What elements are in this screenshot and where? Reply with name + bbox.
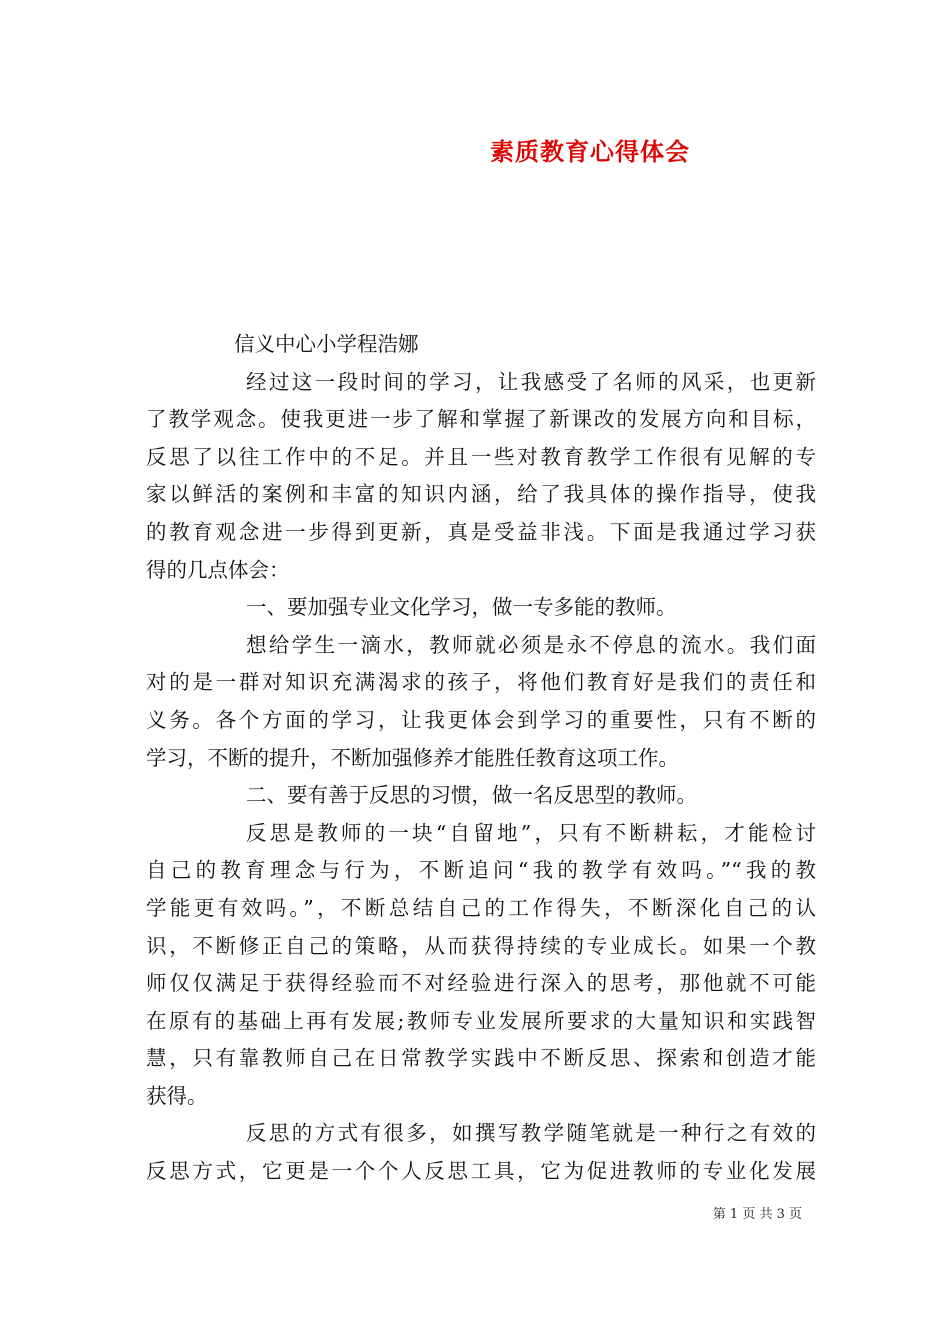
paragraph-line: 义务。各个方面的学习，让我更体会到学习的重要性，只有不断的 <box>146 707 816 732</box>
section-heading: 二、要有善于反思的习惯，做一名反思型的教师。 <box>246 783 697 808</box>
paragraph-line: 学能更有效吗。”，不断总结自己的工作得失，不断深化自己的认 <box>146 895 816 920</box>
page-number-footer: 第 1 页 共 3 页 <box>712 1207 802 1222</box>
paragraph-line: 师仅仅满足于获得经验而不对经验进行深入的思考，那他就不可能 <box>146 971 816 996</box>
paragraph-line: 了教学观念。使我更进一步了解和掌握了新课改的发展方向和目标， <box>146 407 816 432</box>
paragraph-line: 获得。 <box>146 1083 208 1108</box>
paragraph-line: 经过这一段时间的学习，让我感受了名师的风采，也更新 <box>246 369 816 394</box>
paragraph-line: 识，不断修正自己的策略，从而获得持续的专业成长。如果一个教 <box>146 933 816 958</box>
paragraph-line: 学习，不断的提升，不断加强修养才能胜任教育这项工作。 <box>146 745 679 770</box>
paragraph-line: 在原有的基础上再有发展;教师专业发展所要求的大量知识和实践智 <box>146 1008 816 1033</box>
document-title: 素质教育心得体会 <box>490 137 690 166</box>
paragraph-line: 反思方式，它更是一个个人反思工具，它为促进教师的专业化发展 <box>146 1159 816 1184</box>
paragraph-line: 对的是一群对知识充满渴求的孩子，将他们教育好是我们的责任和 <box>146 670 816 695</box>
paragraph-line: 家以鲜活的案例和丰富的知识内涵，给了我具体的操作指导，使我 <box>146 482 816 507</box>
paragraph-line: 慧，只有靠教师自己在日常教学实践中不断反思、探索和创造才能 <box>146 1046 816 1071</box>
paragraph-line: 反思是教师的一块“自留地”，只有不断耕耘，才能检讨 <box>246 820 816 845</box>
paragraph-line: 反思的方式有很多，如撰写教学随笔就是一种行之有效的 <box>246 1121 816 1146</box>
paragraph-line: 反思了以往工作中的不足。并且一些对教育教学工作很有见解的专 <box>146 444 816 469</box>
paragraph-line: 得的几点体会： <box>146 557 290 582</box>
section-heading: 一、要加强专业文化学习，做一专多能的教师。 <box>246 595 677 620</box>
paragraph-line: 自己的教育理念与行为，不断追问“我的教学有效吗。”“我的教 <box>146 858 816 883</box>
author-line: 信义中心小学程浩娜 <box>234 332 419 356</box>
document-body <box>146 326 816 1191</box>
paragraph-line: 想给学生一滴水，教师就必须是永不停息的流水。我们面 <box>246 632 816 657</box>
paragraph-line: 的教育观念进一步得到更新，真是受益非浅。下面是我通过学习获 <box>146 519 816 544</box>
